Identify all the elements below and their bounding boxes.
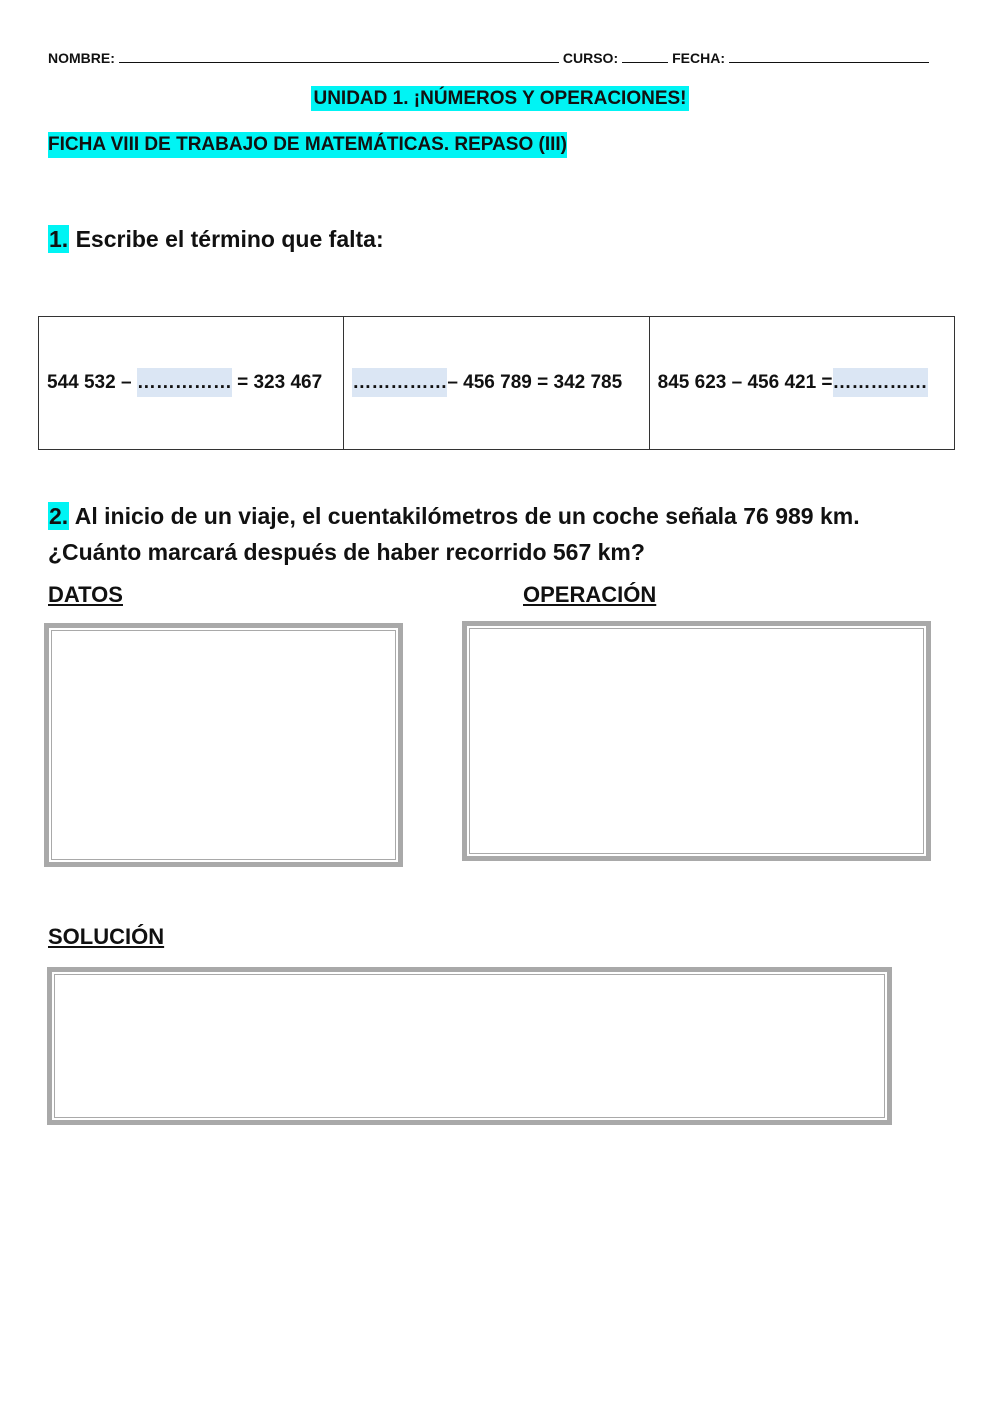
answer-gap-1[interactable]: ……………	[137, 368, 232, 397]
data-answer-box[interactable]	[44, 623, 403, 867]
date-label: FECHA:	[672, 50, 726, 66]
data-label: DATOS	[48, 582, 123, 607]
question-2-number: 2.	[49, 503, 69, 529]
answer-gap-2[interactable]: ……………	[352, 368, 447, 397]
question-1-title	[48, 226, 384, 253]
name-field[interactable]	[119, 48, 559, 63]
question-2-line-2: ¿Cuánto marcará después de haber recorrido 567 km?	[48, 539, 645, 565]
exercise-cell-1: 544 532 – …………… = 323 467	[39, 317, 344, 450]
question-1-text: Escribe el término que falta:	[75, 226, 384, 252]
sheet-title: FICHA VIII DE TRABAJO DE MATEMÁTICAS. REPASO (III)	[48, 132, 567, 158]
course-label: CURSO:	[562, 50, 619, 66]
solution-label: SOLUCIÓN	[48, 924, 165, 949]
question-2-title	[48, 498, 968, 570]
answer-gap-3[interactable]: ……………	[833, 368, 928, 397]
operation-label: OPERACIÓN	[523, 582, 657, 607]
name-label: NOMBRE:	[48, 50, 115, 66]
exercise-table	[38, 316, 955, 450]
exercise-cell-2: ……………– 456 789 = 342 785	[344, 317, 649, 450]
solution-answer-box[interactable]	[47, 967, 892, 1125]
question-1-number: 1.	[49, 226, 69, 252]
course-field[interactable]	[622, 48, 668, 63]
operation-answer-box[interactable]	[462, 621, 931, 861]
unit-title: UNIDAD 1. ¡NÚMEROS Y OPERACIONES!	[313, 88, 687, 109]
question-2-line-1: Al inicio de un viaje, el cuentakilómetros de un coche señala 76 989 km.	[74, 503, 860, 529]
date-field[interactable]	[729, 48, 929, 63]
student-info-line	[48, 48, 948, 66]
exercise-cell-3: 845 623 – 456 421 =……………	[649, 317, 954, 450]
